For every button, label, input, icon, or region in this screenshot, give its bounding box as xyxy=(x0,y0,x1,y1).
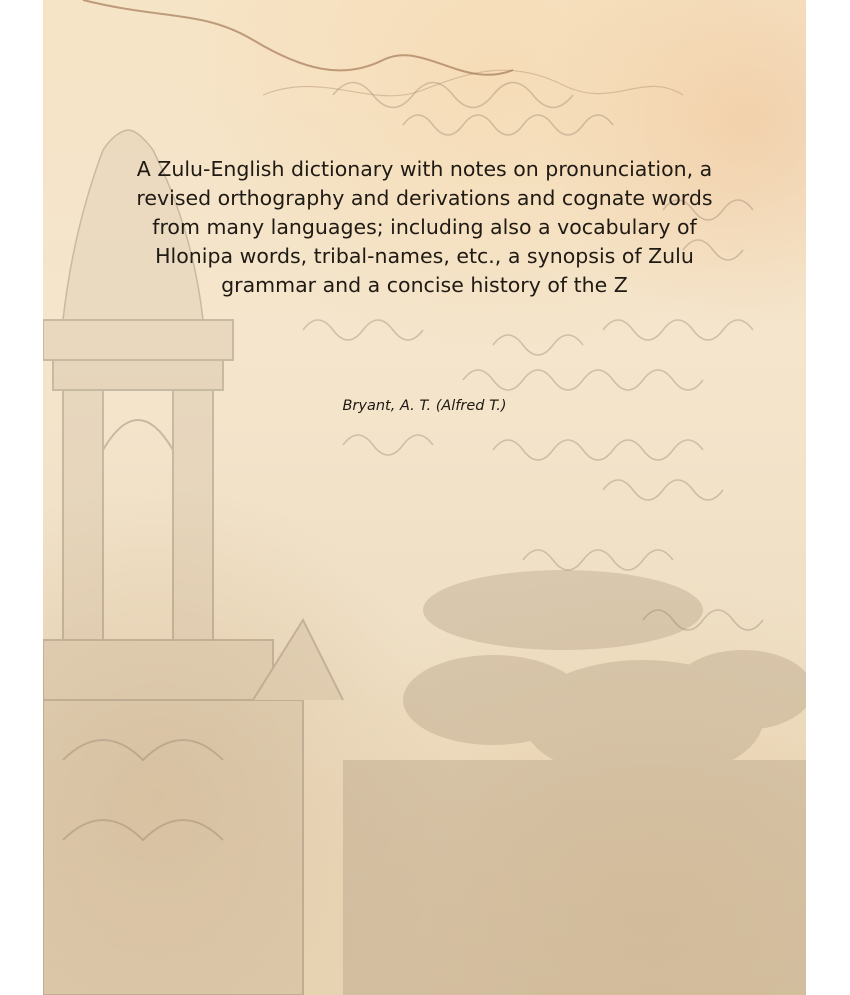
title-line: revised orthography and derivations and cognate words xyxy=(136,186,713,210)
title-line: Hlonipa words, tribal-names, etc., a synopsis of Zulu xyxy=(155,244,694,268)
paper-crack xyxy=(83,0,513,75)
cover-illustration xyxy=(43,0,806,995)
title-line: grammar and a concise history of the Z xyxy=(221,273,628,297)
title-line: from many languages; including also a vocabulary of xyxy=(152,215,697,239)
book-cover xyxy=(43,0,806,995)
paper-crack-2 xyxy=(263,70,683,96)
landscape-illustration xyxy=(343,570,806,995)
title-line: A Zulu-English dictionary with notes on pronunciation, a xyxy=(136,157,713,181)
book-title xyxy=(113,155,736,300)
book-author: Bryant, A. T. (Alfred T.) xyxy=(342,398,507,414)
